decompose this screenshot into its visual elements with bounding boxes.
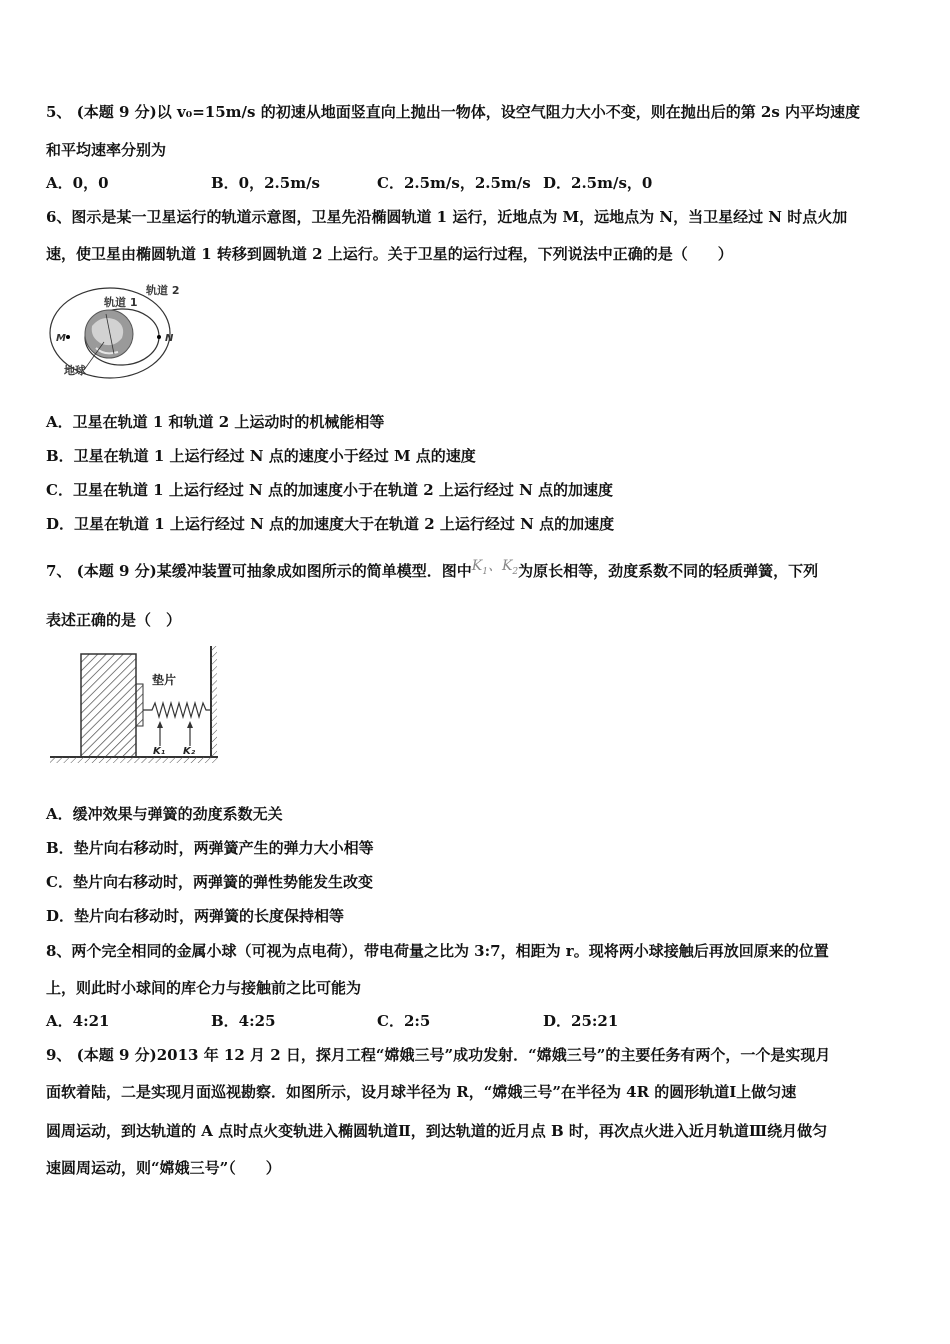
k-separator: 、 — [487, 558, 502, 574]
k2-symbol: $K_2$ — [501, 558, 519, 577]
k1-label: K₁ — [153, 746, 166, 757]
q8-stem-line2: 上，则此时小球间的库仑力与接触前之比可能为 — [46, 979, 362, 997]
point-m-label: M — [56, 333, 66, 344]
q7-stem-part-a: 7、 (本题 9 分)某缓冲装置可抽象成如图所示的简单模型．图中 — [46, 562, 472, 580]
q7-option-a: A．缓冲效果与弹簧的劲度系数无关 — [46, 805, 283, 823]
k2-label: K₂ — [183, 746, 196, 757]
buffer-device-diagram — [48, 644, 224, 768]
q8-option-a: A．4:21 — [46, 1012, 110, 1030]
q9-stem-line3: 圆周运动，到达轨道的 A 点时点火变轨进入椭圆轨道Ⅱ，到达轨道的近月点 B 时，再次点火进入近月轨道Ⅲ绕月做匀 — [46, 1122, 828, 1140]
q5-option-d: D．2.5m/s，0 — [543, 174, 653, 192]
q7-option-d: D．垫片向右移动时，两弹簧的长度保持相等 — [46, 907, 345, 925]
q9-stem-line1: 9、 (本题 9 分)2013 年 12 月 2 日，探月工程“嫦娥三号”成功发射．“嫦娥三号”的主要任务有两个，一个是实现月 — [46, 1046, 831, 1064]
q8-option-c: C．2:5 — [377, 1012, 431, 1030]
point-m-dot — [66, 335, 70, 339]
q5-option-c: C．2.5m/s，2.5m/s — [377, 174, 531, 192]
q5-stem-line2: 和平均速率分别为 — [46, 141, 167, 159]
q8-option-d: D．25:21 — [543, 1012, 619, 1030]
q5-stem-line1: 5、 (本题 9 分)以 v₀=15m/s 的初速从地面竖直向上抛出一物体，设空气阻力大小不变，则在抛出后的第 2s 内平均速度 — [46, 103, 861, 121]
q7-stem-line1 — [46, 558, 819, 588]
orbit-1-label: 轨道 1 — [104, 296, 138, 309]
earth-label: 地球 — [64, 364, 86, 377]
orbit-diagram — [44, 276, 190, 382]
q7-stem-part-b: 为原长相等，劲度系数不同的轻质弹簧，下列 — [518, 562, 819, 580]
q8-option-b: B．4:25 — [211, 1012, 276, 1030]
q6-option-c: C．卫星在轨道 1 上运行经过 N 点的加速度小于在轨道 2 上运行经过 N 点的加速度 — [46, 481, 614, 499]
q6-option-b: B．卫星在轨道 1 上运行经过 N 点的速度小于经过 M 点的速度 — [46, 447, 476, 465]
springs — [143, 703, 211, 717]
orbit-2-label: 轨道 2 — [146, 284, 180, 297]
q6-stem-line2: 速，使卫星由椭圆轨道 1 转移到圆轨道 2 上运行。关于卫星的运行过程，下列说法中正确的是（ ） — [46, 245, 733, 263]
q8-stem-line1: 8、两个完全相同的金属小球（可视为点电荷），带电荷量之比为 3:7，相距为 r。现将两小球接触后再放回原来的位置 — [46, 942, 829, 960]
point-n-dot — [157, 335, 161, 339]
point-n-label: N — [165, 333, 174, 344]
q6-option-d: D．卫星在轨道 1 上运行经过 N 点的加速度大于在轨道 2 上运行经过 N 点的加速度 — [46, 515, 615, 533]
q6-option-a: A．卫星在轨道 1 和轨道 2 上运动时的机械能相等 — [46, 413, 385, 431]
q6-stem-line1: 6、图示是某一卫星运行的轨道示意图，卫星先沿椭圆轨道 1 运行，近地点为 M，远地点为 N，当卫星经过 N 时点火加 — [46, 208, 848, 226]
q5-option-b: B．0，2.5m/s — [211, 174, 321, 192]
k1-symbol: $K_1$ — [471, 558, 488, 577]
q9-stem-line4: 速圆周运动，则“嫦娥三号”（ ） — [46, 1159, 281, 1177]
q7-option-b: B．垫片向右移动时，两弹簧产生的弹力大小相等 — [46, 839, 374, 857]
pad-label: 垫片 — [152, 673, 177, 687]
q7-option-c: C．垫片向右移动时，两弹簧的弹性势能发生改变 — [46, 873, 373, 891]
q7-stem-line2: 表述正确的是（ ） — [46, 611, 182, 629]
q9-stem-line2: 面软着陆，二是实现月面巡视勘察．如图所示，设月球半径为 R，“嫦娥三号”在半径为 4R 的圆形轨道Ⅰ上做匀速 — [46, 1083, 797, 1101]
pad — [136, 684, 143, 726]
q5-option-a: A．0，0 — [46, 174, 109, 192]
block — [81, 654, 136, 757]
